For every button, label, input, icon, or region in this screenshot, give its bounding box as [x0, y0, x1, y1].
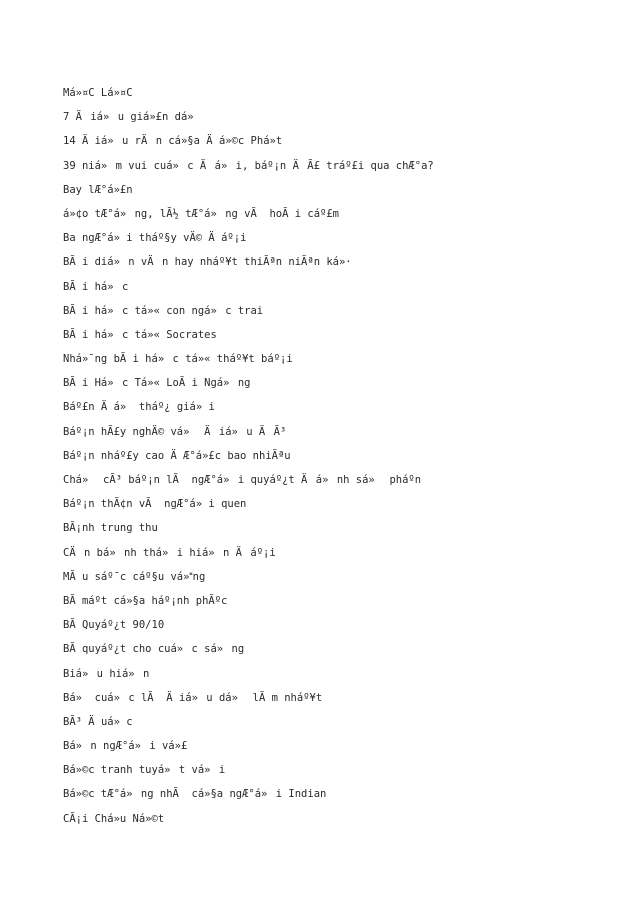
toc-entry: BÃ máºt cá»§a háº¡nh phÃºc — [63, 594, 228, 607]
toc-entry: MÃ u sáº¯c cáº§u vá»ng — [63, 570, 206, 583]
toc-entry: BÃ i diá» n vÄn hay nháº¥t thiÃªn niÃªn ká»· — [63, 256, 352, 269]
toc-entry: CÃ¡i Chá»u Ná»©t — [63, 812, 165, 825]
table-of-contents — [63, 87, 434, 837]
toc-entry: Bá»n ngÆ°á»i vá»£ — [63, 740, 188, 753]
toc-entry: Bá» cuá»c lÃ Äiá»u dá» lÃ m nháº¥t — [63, 691, 323, 704]
toc-entry: BÃ³ Äuá»c — [63, 715, 133, 728]
toc-entry: Bay lÆ°á»£n — [63, 183, 133, 196]
toc-entry: Bá»©c tranh tuyá»t vá»i — [63, 764, 226, 777]
toc-entry: BÃ¡nh trung thu — [63, 522, 158, 535]
toc-entry: BÃ i Há»c Tá»« LoÃ i Ngá»ng — [63, 377, 251, 390]
toc-entry: Báº¡n thÃ¢n vÃ ngÆ°á»i quen — [63, 498, 247, 511]
toc-entry: Ba ngÆ°á»i tháº§y vÄ© Äáº¡i — [63, 232, 247, 245]
toc-entry: 14 Äiá»u rÄn cá»§a Äá»©c Phá»t — [63, 135, 283, 148]
toc-entry: Báº¡n hÃ£y nghÄ© vá» Äiá»u ÄÃ³ — [63, 425, 287, 438]
toc-entry: BÃ i há»c tá»« Socrates — [63, 328, 217, 341]
toc-entry: Biá»u hiá»n — [63, 667, 150, 680]
toc-entry: Chá» cÃ³ báº¡n lÃ ngÆ°á»i quyáº¿t Äá»nh sá» pháºn — [63, 474, 422, 486]
toc-entry: á»¢o tÆ°á»ng, lÃ½ tÆ°á»ng vÃ hoÃ i cáº£m — [63, 207, 339, 220]
toc-entry: BÃ i há»c tá»« con ngá»c trai — [63, 304, 264, 317]
toc-entry: 39 niá»m vui cuá»c Äá»i, báº¡n ÄÃ£ tráº£i qua chÆ°a? — [63, 159, 434, 172]
toc-entry: Báº£n Äá» tháº¿ giá»i — [63, 401, 215, 414]
toc-entry: BÃ Quyáº¿t 90/10 — [63, 619, 165, 632]
toc-heading: Má»¤C Lá»¤C — [63, 87, 133, 99]
toc-entry: BÃ i há»c — [63, 280, 129, 293]
toc-entry: Báº¡n nháº£y cao ÄÆ°á»£c bao nhiÃªu — [63, 449, 291, 462]
toc-entry: 7 Äiá»u giá»£n dá» — [63, 111, 202, 124]
toc-entry: CÄn bá»nh thá»i hiá»n Äáº¡i — [63, 546, 276, 559]
toc-entry: Bá»©c tÆ°á»ng nhÃ cá»§a ngÆ°á»i Indian — [63, 788, 327, 801]
toc-entry: BÃ quyáº¿t cho cuá»c sá»ng — [63, 643, 245, 656]
toc-entry: Nhá»¯ng bÃ i há»c tá»« tháº¥t báº¡i — [63, 353, 293, 366]
